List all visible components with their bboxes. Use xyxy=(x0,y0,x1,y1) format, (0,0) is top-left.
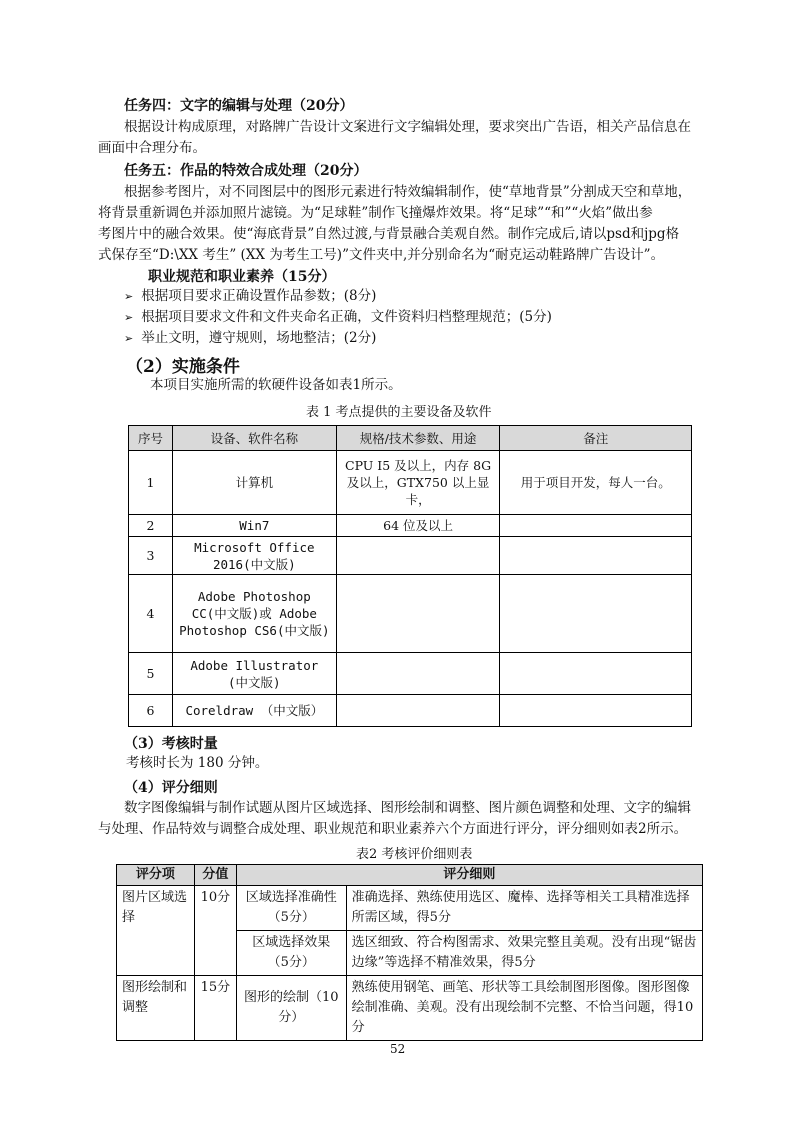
device-name: Adobe Photoshop CC(中文版)或 Adobe Photoshop CS6(中文版) xyxy=(172,575,336,653)
bullet-item: ➢ 举止文明，遵守规则，场地整洁；(2分) xyxy=(124,330,377,346)
section3-heading: （3）考核时量 xyxy=(124,736,218,752)
device-name: 计算机 xyxy=(172,451,336,515)
device-spec: CPU I5 及以上，内存 8G 及以上，GTX750 以上显卡， xyxy=(336,451,500,515)
section2-heading: （2）实施条件 xyxy=(126,357,240,377)
device-note xyxy=(500,575,692,653)
row-number: 5 xyxy=(129,653,173,695)
task4-line2: 画面中合理分布。 xyxy=(98,140,206,156)
grading-detail: 准确选择、熟练使用选区、魔棒、选择等相关工具精准选择所需区域，得5分 xyxy=(346,886,702,931)
task5-line2: 将背景重新调色并添加照片滤镜。为“足球鞋”制作飞撞爆炸效果。将“足球”“和”“火焰”做出参 xyxy=(98,205,653,221)
table2-header: 评分细则 xyxy=(236,865,702,886)
arrow-bullet-icon: ➢ xyxy=(124,290,134,303)
table-row xyxy=(129,653,692,695)
table-row xyxy=(129,695,692,727)
device-spec xyxy=(336,537,500,575)
arrow-bullet-icon: ➢ xyxy=(124,332,134,345)
grading-subitem: 区域选择效果（5分） xyxy=(236,931,346,976)
device-name: Microsoft Office 2016(中文版) xyxy=(172,537,336,575)
table1-header: 序号 xyxy=(129,426,173,451)
grading-subitem: 图形的绘制（10分） xyxy=(236,976,346,1041)
table-row xyxy=(117,976,703,1041)
arrow-bullet-icon: ➢ xyxy=(124,311,134,324)
equipment-table xyxy=(128,425,692,727)
section4-line1: 数字图像编辑与制作试题从图片区域选择、图形绘制和调整、图片颜色调整和处理、文字的编辑 xyxy=(124,800,691,816)
device-note xyxy=(500,537,692,575)
table-row xyxy=(117,886,703,931)
device-name: Win7 xyxy=(172,515,336,537)
device-spec: 64 位及以上 xyxy=(336,515,500,537)
row-number: 3 xyxy=(129,537,173,575)
table-row xyxy=(129,575,692,653)
device-spec xyxy=(336,653,500,695)
page-number: 52 xyxy=(390,1042,406,1056)
professional-heading: 职业规范和职业素养（15分） xyxy=(148,269,336,285)
grading-detail: 熟练使用钢笔、画笔、形状等工具绘制图形图像。图形图像绘制准确、美观。没有出现绘制不完整、不恰当问题，得10分 xyxy=(346,976,702,1041)
grading-item: 图形绘制和调整 xyxy=(117,976,195,1041)
grading-score: 10分 xyxy=(194,886,236,976)
task5-line4: 式保存至“D:\XX 考生” (XX 为考生工号)”文件夹中,并分别命名为“耐克运动鞋路牌广告设计”。 xyxy=(98,247,665,263)
grading-score: 15分 xyxy=(194,976,236,1041)
task5-line3: 考图片中的融合效果。使“海底背景”自然过渡,与背景融合美观自然。制作完成后,请以psd和jpg格 xyxy=(98,226,680,242)
device-note xyxy=(500,653,692,695)
section3-text: 考核时长为 180 分钟。 xyxy=(126,755,269,771)
table1-header: 设备、软件名称 xyxy=(172,426,336,451)
device-spec xyxy=(336,695,500,727)
section4-line2: 与处理、作品特效与调整合成处理、职业规范和职业素养六个方面进行评分，评分细则如表2所示。 xyxy=(98,821,688,837)
section2-intro: 本项目实施所需的软硬件设备如表1所示。 xyxy=(150,377,402,393)
table1-caption: 表 1 考点提供的主要设备及软件 xyxy=(306,405,492,420)
task4-line1: 根据设计构成原理，对路牌广告设计文案进行文字编辑处理，要求突出广告语，相关产品信息在 xyxy=(124,119,691,135)
task5-line1: 根据参考图片，对不同图层中的图形元素进行特效编辑制作，使“草地背景”分割成天空和草地， xyxy=(124,184,692,200)
row-number: 1 xyxy=(129,451,173,515)
table-row xyxy=(129,515,692,537)
table-row xyxy=(129,537,692,575)
grading-item: 图片区域选择 xyxy=(117,886,195,976)
row-number: 2 xyxy=(129,515,173,537)
row-number: 6 xyxy=(129,695,173,727)
device-spec xyxy=(336,575,500,653)
table1-header: 备注 xyxy=(500,426,692,451)
task4-heading: 任务四：文字的编辑与处理（20分） xyxy=(124,98,354,114)
table2-caption: 表2 考核评价细则表 xyxy=(356,847,473,862)
table-row xyxy=(129,451,692,515)
bullet-item: ➢ 根据项目要求正确设置作品参数；(8分) xyxy=(124,288,377,304)
table2-header: 分值 xyxy=(194,865,236,886)
grading-table xyxy=(116,864,703,1041)
device-note: 用于项目开发，每人一台。 xyxy=(500,451,692,515)
bullet-item: ➢ 根据项目要求文件和文件夹命名正确，文件资料归档整理规范；(5分) xyxy=(124,309,552,325)
table2-header: 评分项 xyxy=(117,865,195,886)
device-name: Coreldraw （中文版） xyxy=(172,695,336,727)
table1-header: 规格/技术参数、用途 xyxy=(336,426,500,451)
device-note xyxy=(500,515,692,537)
device-note xyxy=(500,695,692,727)
grading-detail: 选区细致、符合构图需求、效果完整且美观。没有出现“锯齿边缘”等选择不精准效果，得5分 xyxy=(346,931,702,976)
grading-subitem: 区域选择准确性（5分） xyxy=(236,886,346,931)
device-name: Adobe Illustrator (中文版) xyxy=(172,653,336,695)
section4-heading: （4）评分细则 xyxy=(124,780,218,796)
row-number: 4 xyxy=(129,575,173,653)
task5-heading: 任务五：作品的特效合成处理（20分） xyxy=(124,163,368,179)
